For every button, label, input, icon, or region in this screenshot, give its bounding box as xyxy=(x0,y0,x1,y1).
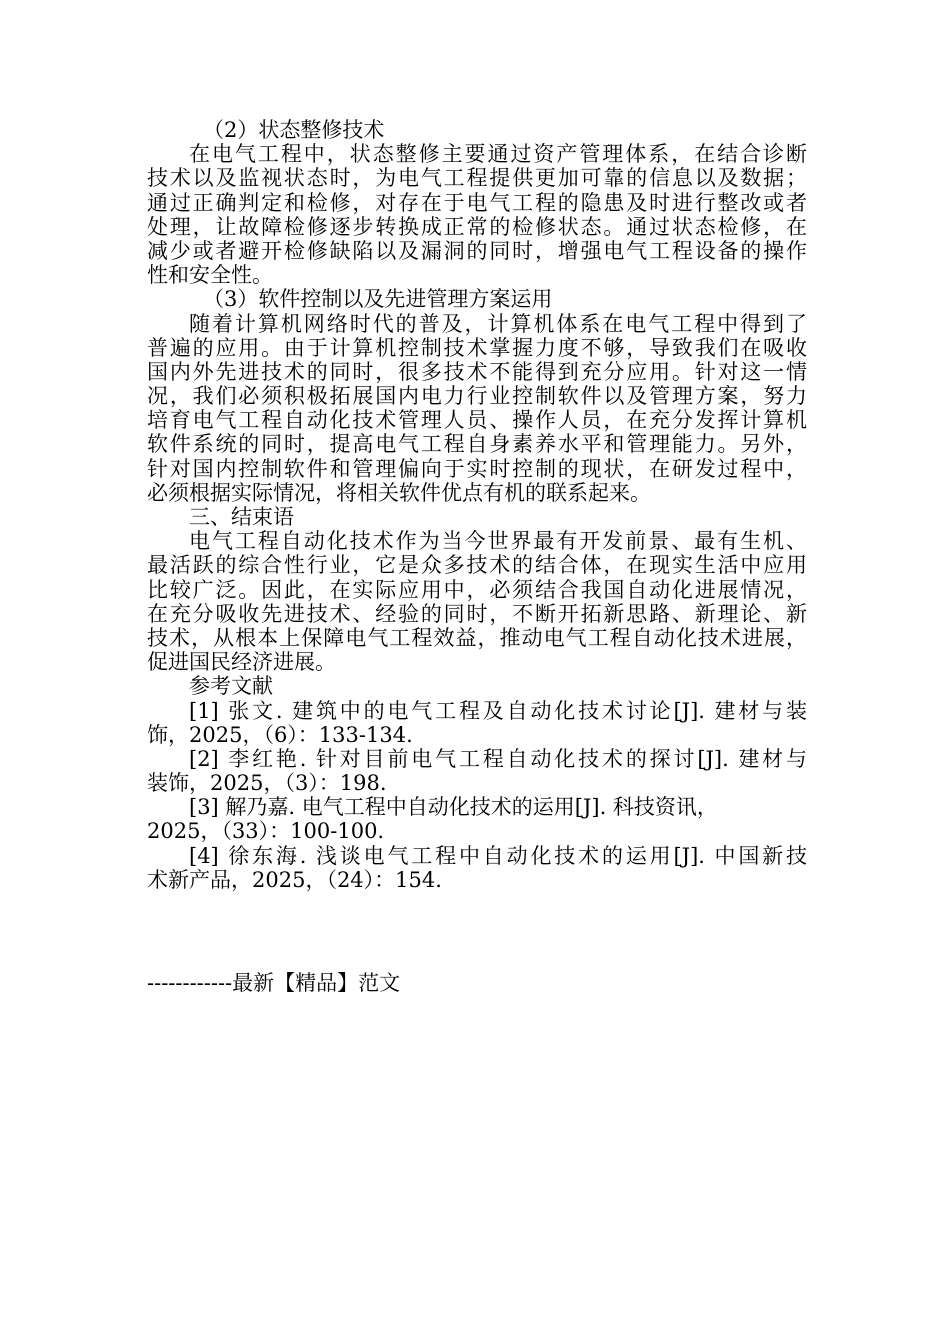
section-heading: （3）软件控制以及先进管理方案运用 xyxy=(203,287,553,312)
paragraph-line: 必须根据实际情况，将相关软件优点有机的联系起来。 xyxy=(147,480,651,505)
paragraph-line: 在电气工程中，状态整修主要通过资产管理体系，在结合诊断 xyxy=(189,142,807,167)
reference-line: 术新产品，2025，（24）：154. xyxy=(147,867,442,892)
paragraph-line: 促进国民经济进展。 xyxy=(147,650,336,675)
section-heading: （2）状态整修技术 xyxy=(203,118,385,142)
references-heading: 参考文献 xyxy=(189,674,273,699)
paragraph-line: 培育电气工程自动化技术管理人员、操作人员，在充分发挥计算机 xyxy=(147,408,807,433)
paragraph-line: 性和安全性。 xyxy=(147,263,273,288)
paragraph-line: 比较广泛。因此，在实际应用中，必须结合我国自动化进展情况， xyxy=(147,577,807,602)
reference-line: 饰，2025，（6）：133-134. xyxy=(147,722,413,747)
paragraph-line: 在充分吸收先进技术、经验的同时，不断开拓新思路、新理论、新 xyxy=(147,601,807,626)
paragraph-line: 最活跃的综合性行业，它是众多技术的结合体，在现实生活中应用 xyxy=(147,553,807,578)
reference-line: [1] 张文. 建筑中的电气工程及自动化技术讨论[J]. 建材与装 xyxy=(189,698,807,723)
reference-line: 2025，（33）：100-100. xyxy=(147,819,385,844)
reference-line: [2] 李红艳. 针对目前电气工程自动化技术的探讨[J]. 建材与 xyxy=(189,746,807,771)
paragraph-line: 技术以及监视状态时，为电气工程提供更加可靠的信息以及数据； xyxy=(147,166,807,191)
reference-line: 装饰，2025，（3）：198. xyxy=(147,771,387,796)
paragraph-line: 电气工程自动化技术作为当今世界最有开发前景、最有生机、 xyxy=(189,529,807,554)
paragraph-line: 技术，从根本上保障电气工程效益，推动电气工程自动化技术进展， xyxy=(147,625,807,650)
paragraph-line: 针对国内控制软件和管理偏向于实时控制的现状，在研发过程中， xyxy=(147,456,807,481)
section-heading: 三、结束语 xyxy=(189,505,294,529)
paragraph-line: 通过正确判定和检修，对存在于电气工程的隐患及时进行整改或者 xyxy=(147,190,807,215)
document-body xyxy=(147,118,807,892)
paragraph-line: 国内外先进技术的同时，很多技术不能得到充分应用。针对这一情 xyxy=(147,359,807,384)
reference-line: [4] 徐东海. 浅谈电气工程中自动化技术的运用[J]. 中国新技 xyxy=(189,843,807,868)
footer-text: ------------最新【精品】范文 xyxy=(147,971,401,995)
reference-line: [3] 解乃嘉. 电气工程中自动化技术的运用[J]. 科技资讯， xyxy=(189,795,718,820)
paragraph-line: 普遍的应用。由于计算机控制技术掌握力度不够，导致我们在吸收 xyxy=(147,335,807,360)
paragraph-line: 软件系统的同时，提高电气工程自身素养水平和管理能力。另外， xyxy=(147,432,807,457)
paragraph-line: 减少或者避开检修缺陷以及漏洞的同时，增强电气工程设备的操作 xyxy=(147,238,807,263)
paragraph-line: 处理，让故障检修逐步转换成正常的检修状态。通过状态检修，在 xyxy=(147,214,807,239)
paragraph-line: 随着计算机网络时代的普及，计算机体系在电气工程中得到了 xyxy=(189,311,807,336)
paragraph-line: 况，我们必须积极拓展国内电力行业控制软件以及管理方案，努力 xyxy=(147,384,807,409)
